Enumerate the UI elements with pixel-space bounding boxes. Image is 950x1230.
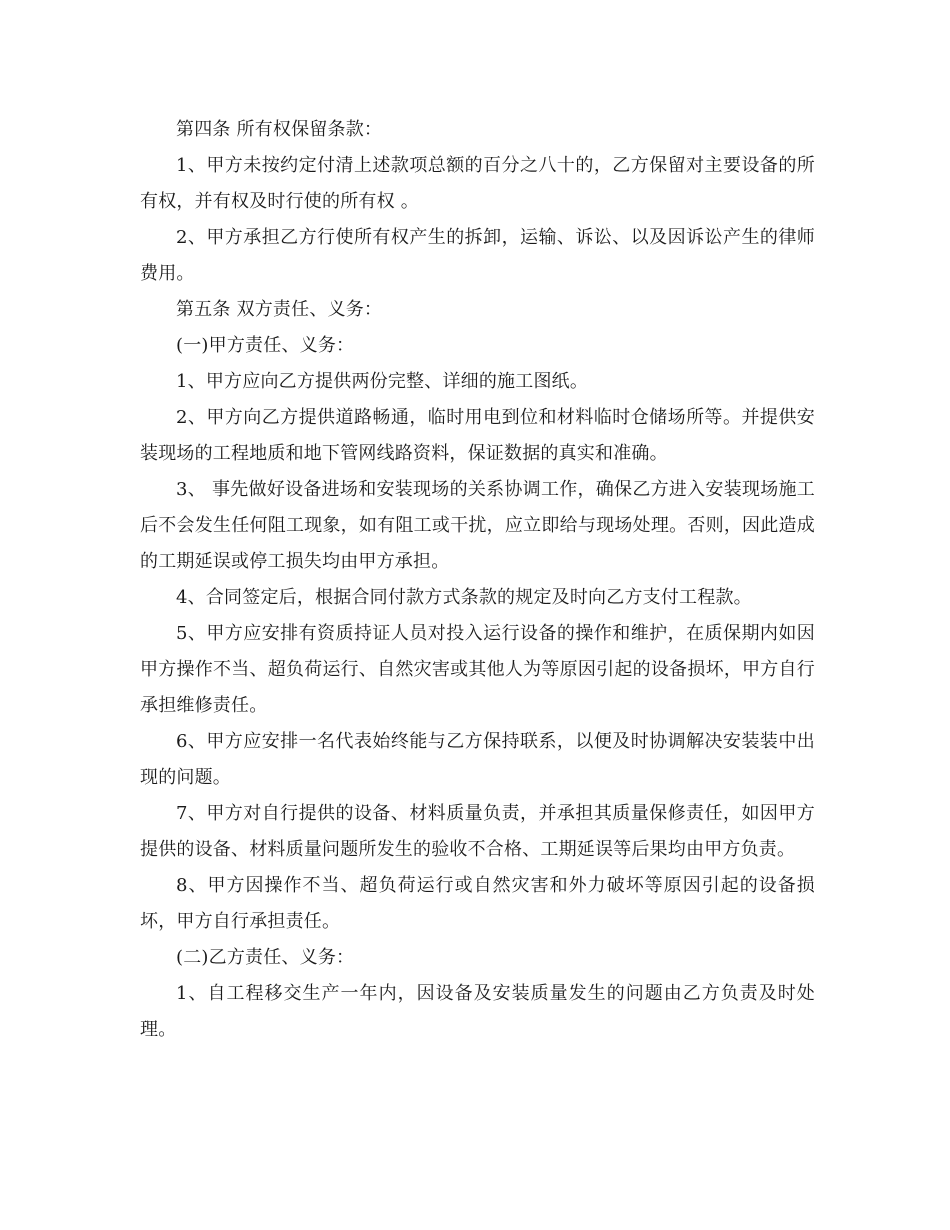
subsection-heading-party-b: (二)乙方责任、义务： bbox=[176, 947, 355, 968]
paragraph: 8、甲方因操作不当、超负荷运行或自然灾害和外力破坏等原因引起的设备损坏，甲方自行承担责任。 bbox=[140, 875, 815, 932]
paragraph: 5、甲方应安排有资质持证人员对投入运行设备的操作和维护，在质保期内如因甲方操作不当、超负荷运行、自然灾害或其他人为等原因引起的设备损坏，甲方自行承担维修责任。 bbox=[140, 623, 815, 716]
paragraph: 2、甲方承担乙方行使所有权产生的拆卸，运输、诉讼、以及因诉讼产生的律师费用。 bbox=[140, 227, 815, 284]
paragraph: 7、甲方对自行提供的设备、材料质量负责，并承担其质量保修责任，如因甲方提供的设备、材料质量问题所发生的验收不合格、工期延误等后果均由甲方负责。 bbox=[140, 803, 815, 860]
paragraph: 1、自工程移交生产一年内，因设备及安装质量发生的问题由乙方负责及时处理。 bbox=[140, 983, 815, 1040]
subsection-heading-party-a: (一)甲方责任、义务： bbox=[176, 335, 355, 356]
paragraph: 4、合同签定后，根据合同付款方式条款的规定及时向乙方支付工程款。 bbox=[176, 587, 752, 608]
section-heading-article-4: 第四条 所有权保留条款： bbox=[176, 119, 383, 140]
document-body bbox=[140, 112, 815, 1048]
paragraph: 2、甲方向乙方提供道路畅通，临时用电到位和材料临时仓储场所等。并提供安装现场的工程地质和地下管网线路资料，保证数据的真实和准确。 bbox=[140, 407, 815, 464]
paragraph: 3、 事先做好设备进场和安装现场的关系协调工作，确保乙方进入安装现场施工后不会发生任何阻工现象，如有阻工或干扰，应立即给与现场处理。否则，因此造成的工期延误或停工损失均由甲方承担。 bbox=[140, 479, 815, 572]
section-heading-article-5: 第五条 双方责任、义务： bbox=[176, 299, 383, 320]
paragraph: 1、甲方应向乙方提供两份完整、详细的施工图纸。 bbox=[176, 371, 589, 392]
paragraph: 1、甲方未按约定付清上述款项总额的百分之八十的，乙方保留对主要设备的所有权，并有权及时行使的所有权 。 bbox=[140, 155, 815, 212]
paragraph: 6、甲方应安排一名代表始终能与乙方保持联系，以便及时协调解决安装装中出现的问题。 bbox=[140, 731, 815, 788]
